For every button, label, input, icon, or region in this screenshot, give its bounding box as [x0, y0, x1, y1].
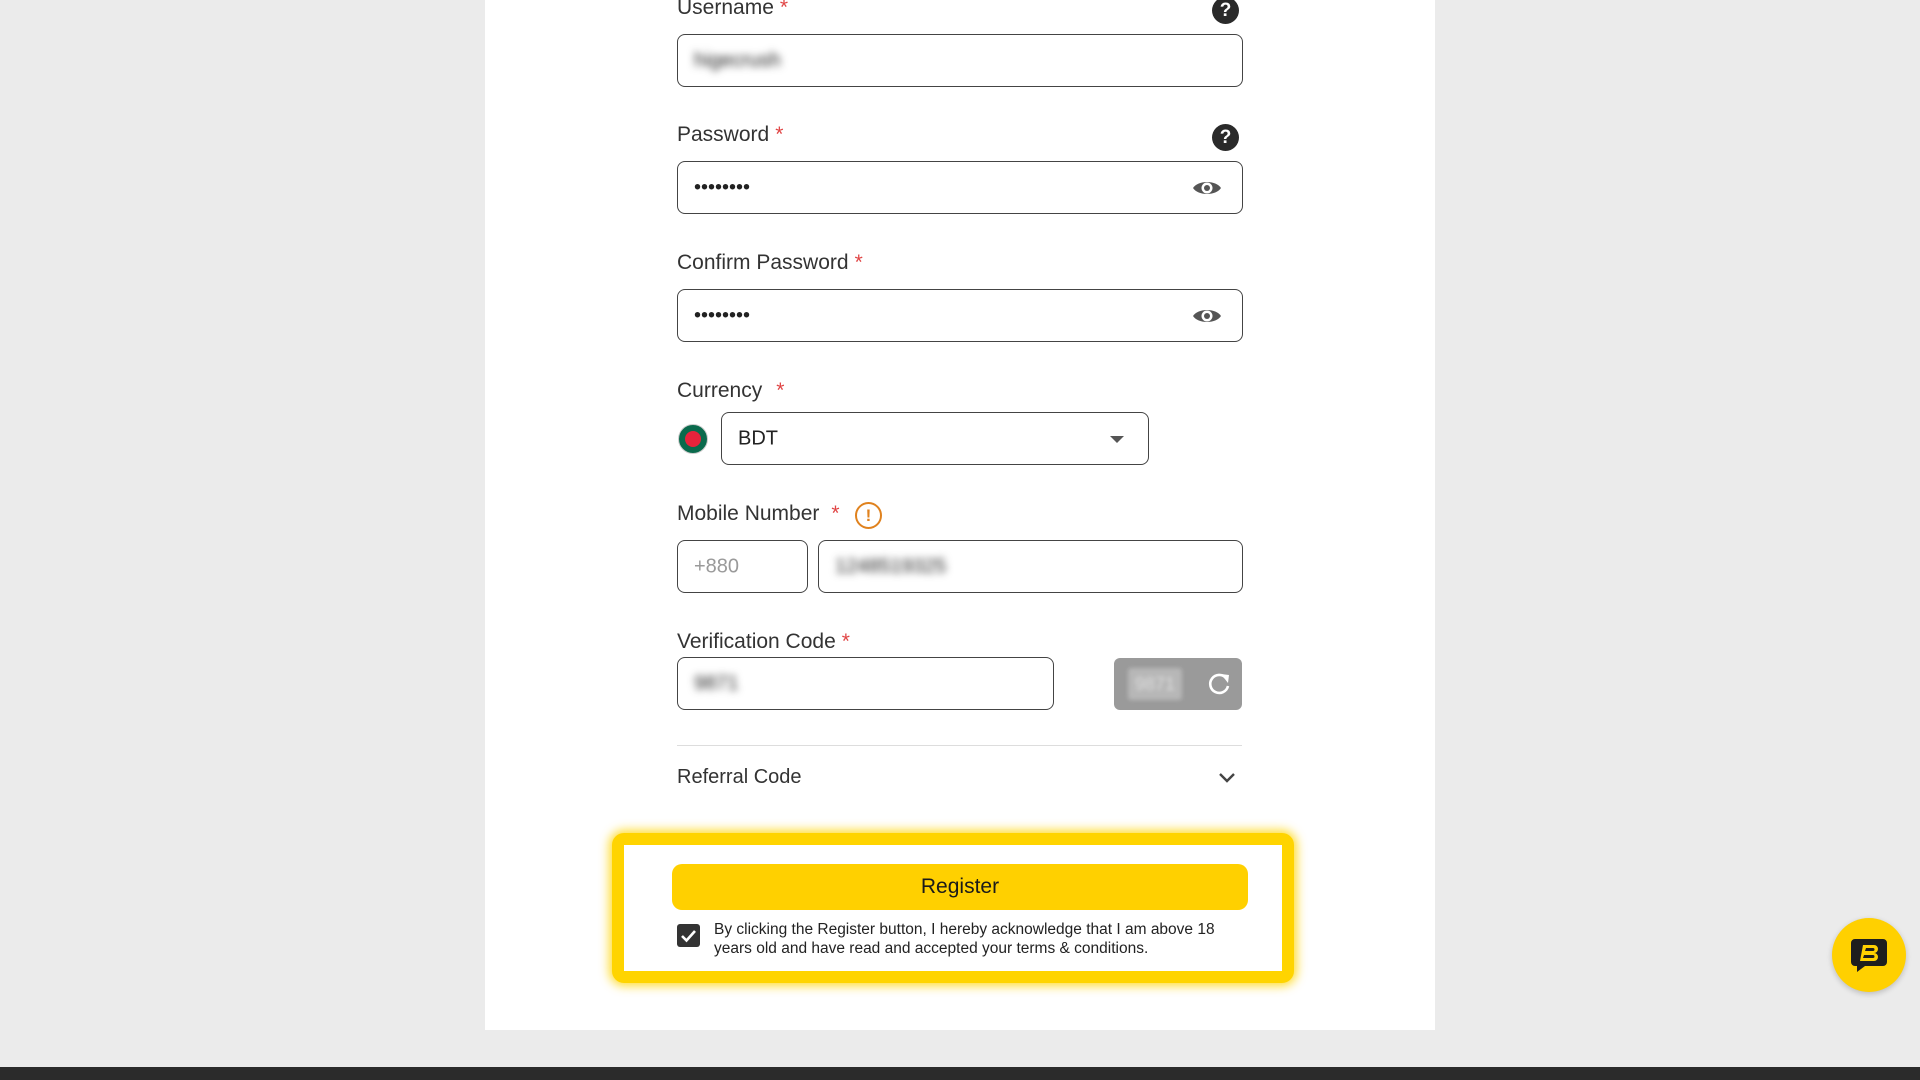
password-value: •••••••• — [694, 176, 751, 198]
username-value: higecrush — [694, 49, 781, 71]
refresh-icon[interactable] — [1206, 671, 1232, 697]
country-code-placeholder: +880 — [694, 555, 740, 577]
currency-selected-value: BDT — [738, 427, 778, 449]
currency-label: Currency * — [677, 379, 785, 402]
password-input[interactable] — [677, 161, 1243, 214]
chevron-down-icon — [1110, 436, 1124, 443]
mobile-number-label: Mobile Number * — [677, 502, 840, 525]
terms-checkbox[interactable] — [677, 924, 700, 947]
footer-bar — [0, 1067, 1920, 1080]
confirm-password-label: Confirm Password * — [677, 251, 863, 274]
username-input[interactable] — [677, 34, 1243, 87]
divider — [677, 745, 1242, 746]
username-help-icon[interactable]: ? — [1212, 0, 1239, 24]
mobile-number-input[interactable] — [818, 540, 1243, 593]
brand-logo-icon — [1849, 936, 1889, 974]
referral-code-toggle[interactable]: Referral Code — [677, 766, 802, 788]
currency-select[interactable] — [721, 412, 1149, 465]
verification-code-label: Verification Code * — [677, 630, 850, 653]
check-icon — [677, 924, 700, 947]
terms-text: By clicking the Register button, I hereby acknowledge that I am above 18 years old and have read and accepted your terms & conditions. — [714, 921, 1215, 957]
warning-icon[interactable]: ! — [855, 502, 882, 529]
mobile-number-value: 1248519325 — [835, 555, 947, 577]
confirm-password-value: •••••••• — [694, 304, 751, 326]
password-label: Password * — [677, 123, 784, 146]
show-confirm-password-icon[interactable] — [1192, 306, 1222, 326]
password-help-icon[interactable]: ? — [1212, 124, 1239, 151]
chevron-down-icon[interactable] — [1218, 772, 1236, 784]
bangladesh-flag-icon — [678, 424, 708, 454]
register-button[interactable]: Register — [672, 864, 1248, 910]
username-label: Username * — [677, 0, 789, 19]
verification-code-value: 9871 — [694, 672, 739, 694]
show-password-icon[interactable] — [1192, 178, 1222, 198]
country-code-input[interactable] — [677, 540, 808, 593]
verification-code-input[interactable] — [677, 657, 1054, 710]
captcha-image: 9871 — [1128, 668, 1182, 700]
captcha-box — [1114, 658, 1242, 710]
confirm-password-input[interactable] — [677, 289, 1243, 342]
brand-chat-button[interactable] — [1832, 918, 1906, 992]
